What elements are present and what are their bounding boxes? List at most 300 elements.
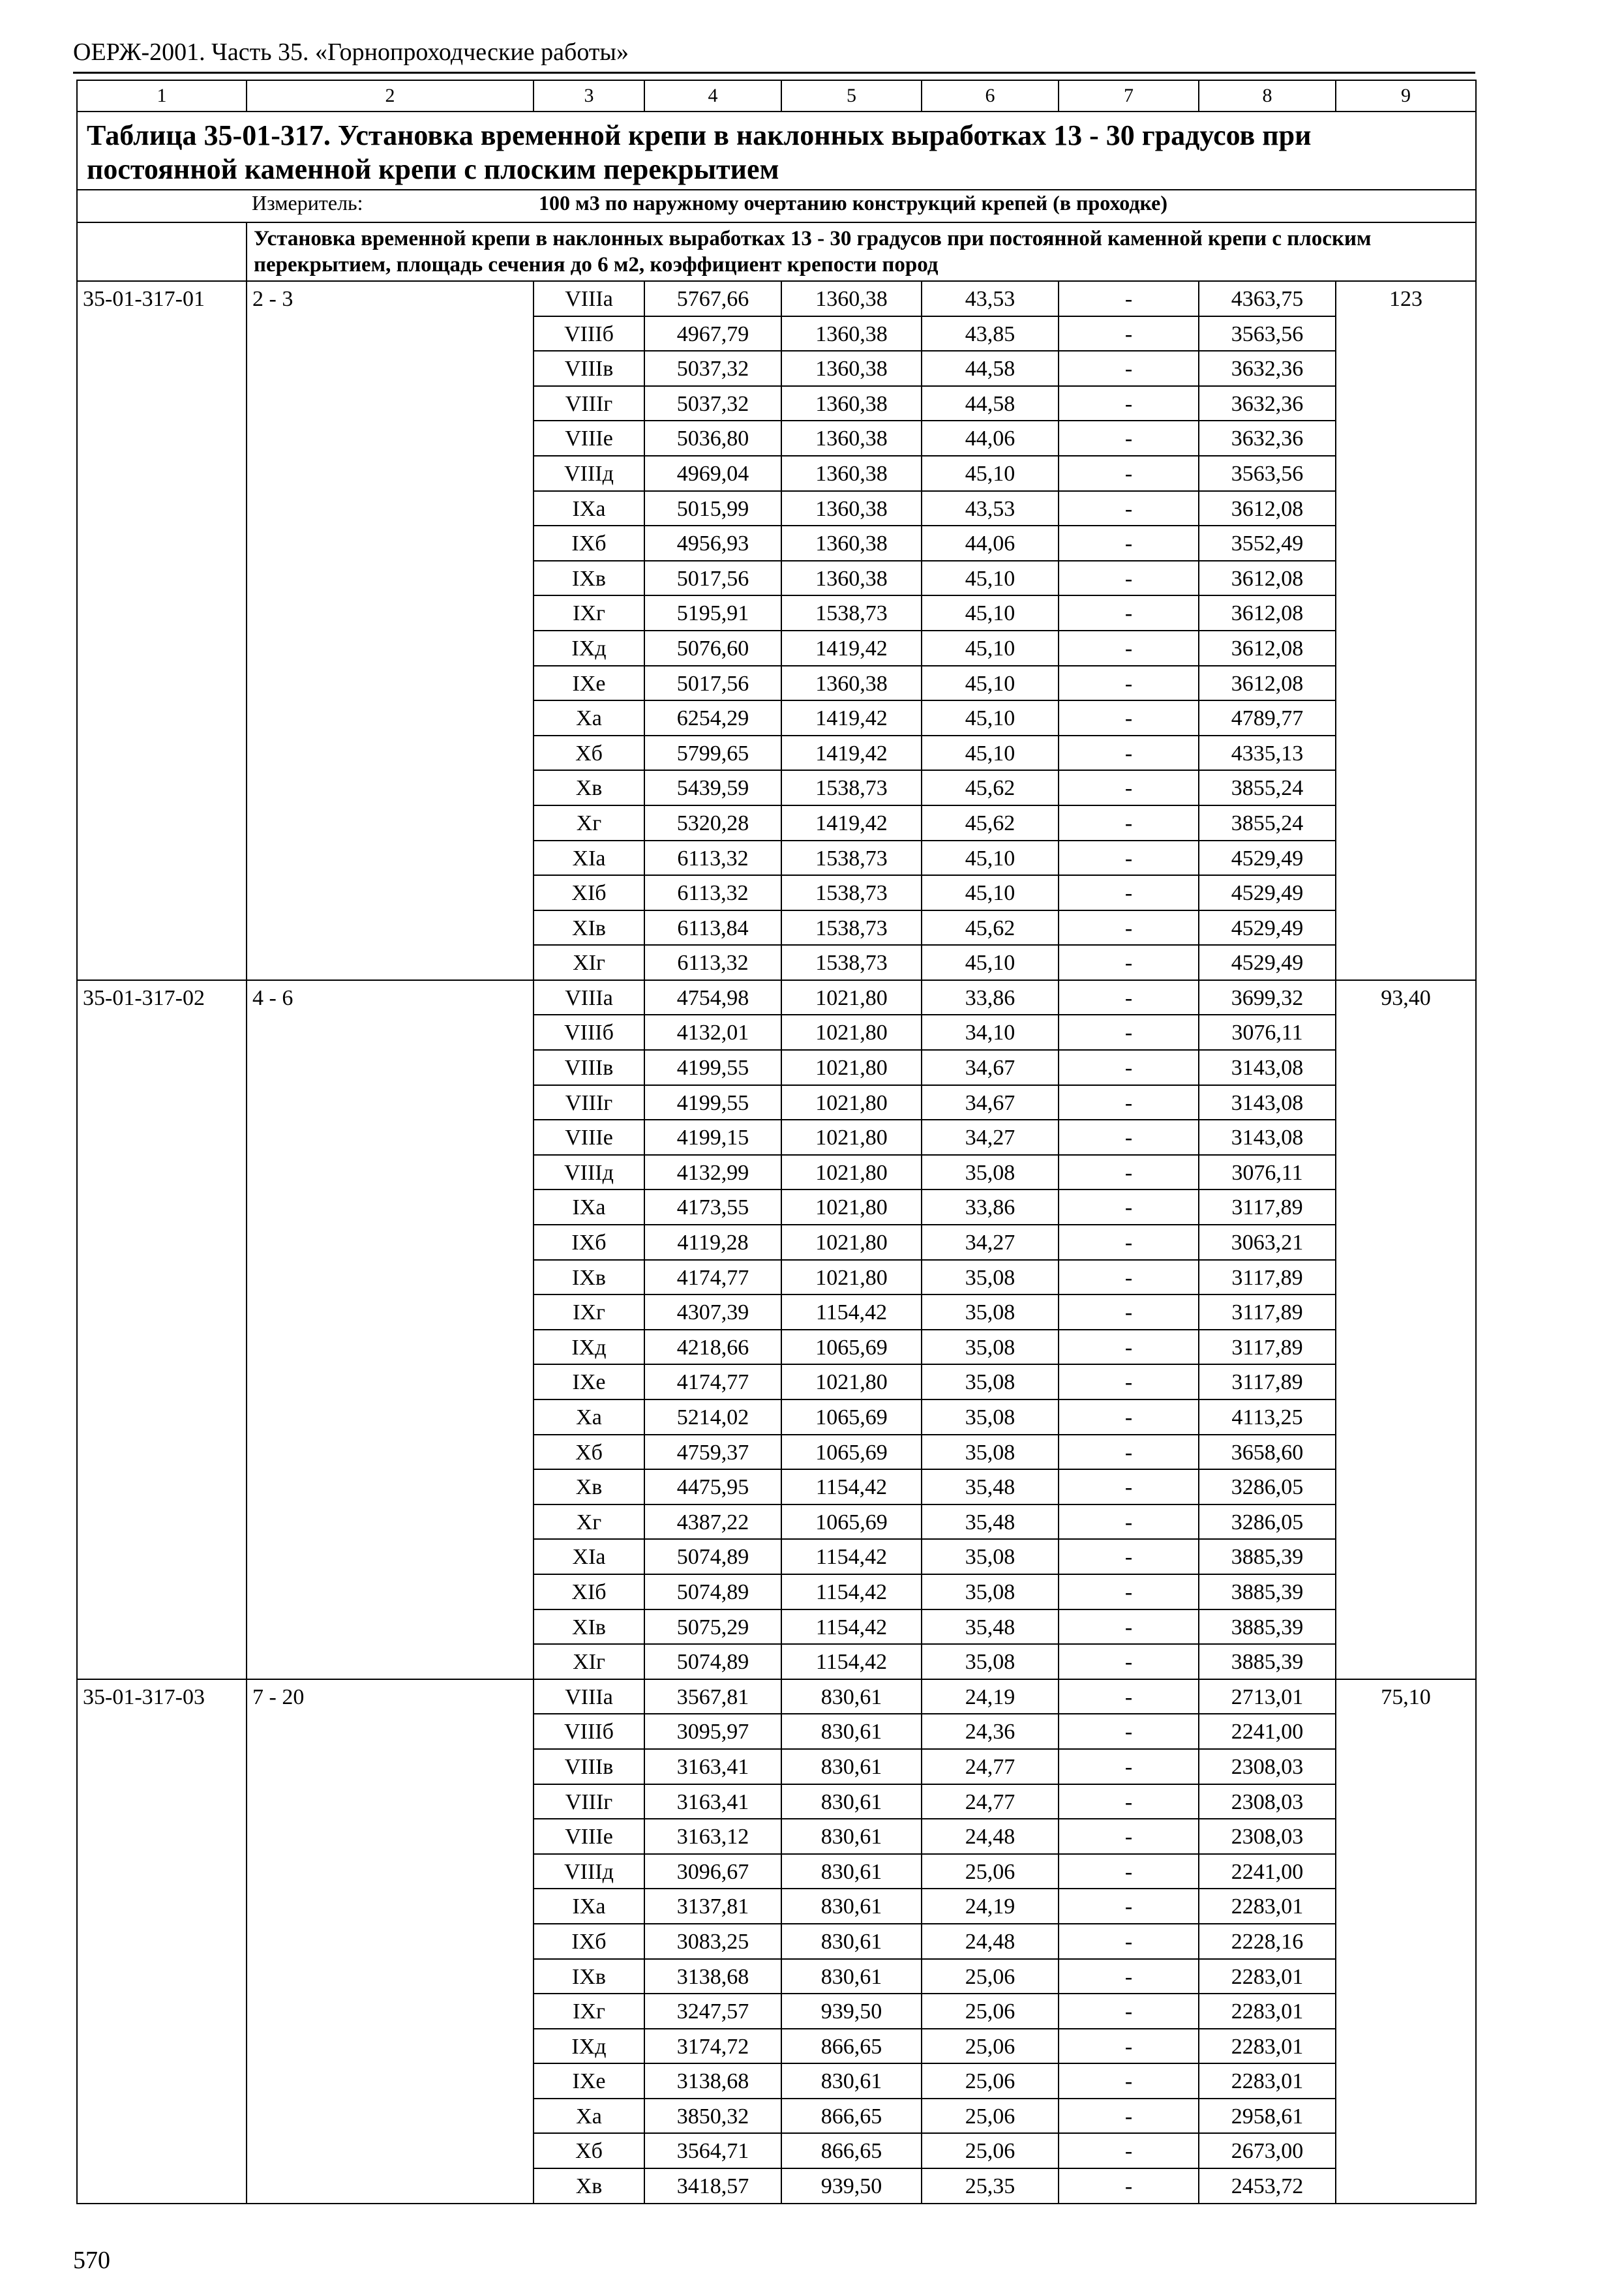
driver-wage: - (1059, 841, 1199, 876)
rate-code (77, 1225, 247, 1260)
material-cost: 3632,36 (1199, 351, 1336, 386)
table-row (77, 1469, 1476, 1504)
rate-code (77, 1609, 247, 1645)
total-cost: 3137,81 (644, 1889, 781, 1924)
table-row (77, 2099, 1476, 2134)
rock-class: VIIIe (534, 1120, 644, 1155)
rock-class: VIIIд (534, 456, 644, 491)
labor-cost: 1360,38 (781, 351, 922, 386)
hardness-range (247, 1435, 534, 1470)
driver-wage: - (1059, 1015, 1199, 1050)
total-cost: 4199,55 (644, 1050, 781, 1085)
total-cost: 5799,65 (644, 736, 781, 771)
material-cost: 3143,08 (1199, 1085, 1336, 1120)
labor-cost: 1021,80 (781, 1189, 922, 1225)
total-cost: 3096,67 (644, 1854, 781, 1889)
driver-wage: - (1059, 945, 1199, 980)
hardness-range (247, 386, 534, 421)
hardness-range (247, 1819, 534, 1854)
table-row (77, 1330, 1476, 1365)
driver-wage: - (1059, 1644, 1199, 1679)
total-cost: 6113,84 (644, 910, 781, 946)
column-9-value: 123 (1336, 281, 1476, 316)
machine-cost: 43,53 (922, 281, 1059, 316)
total-cost: 3247,57 (644, 1994, 781, 2029)
labor-cost: 830,61 (781, 2063, 922, 2099)
labor-cost: 1154,42 (781, 1644, 922, 1679)
table-row (77, 910, 1476, 946)
rate-code (77, 1924, 247, 1959)
hardness-range (247, 1330, 534, 1365)
rock-class: Xa (534, 1399, 644, 1435)
labor-cost: 1154,42 (781, 1574, 922, 1609)
rate-code (77, 1994, 247, 2029)
labor-cost: 1021,80 (781, 1085, 922, 1120)
rock-class: IXд (534, 1330, 644, 1365)
labor-cost: 1360,38 (781, 386, 922, 421)
total-cost: 5037,32 (644, 386, 781, 421)
column-9-value (1336, 666, 1476, 701)
material-cost: 3658,60 (1199, 1435, 1336, 1470)
rock-class: IXд (534, 631, 644, 666)
table-row (77, 1085, 1476, 1120)
machine-cost: 34,27 (922, 1120, 1059, 1155)
table-row (77, 316, 1476, 352)
hardness-range (247, 1854, 534, 1889)
total-cost: 5037,32 (644, 351, 781, 386)
hardness-range (247, 1959, 534, 1994)
material-cost: 2241,00 (1199, 1714, 1336, 1749)
column-9-value (1336, 1539, 1476, 1574)
machine-cost: 35,08 (922, 1330, 1059, 1365)
rate-code (77, 421, 247, 456)
material-cost: 3117,89 (1199, 1189, 1336, 1225)
material-cost: 4529,49 (1199, 841, 1336, 876)
hardness-range (247, 770, 534, 805)
rock-class: XIa (534, 1539, 644, 1574)
rock-class: VIIIв (534, 1749, 644, 1784)
machine-cost: 25,06 (922, 2029, 1059, 2064)
rock-class: VIIIa (534, 980, 644, 1015)
table-row (77, 2133, 1476, 2168)
rock-class: IXa (534, 491, 644, 526)
total-cost: 3163,41 (644, 1784, 781, 1819)
driver-wage: - (1059, 351, 1199, 386)
unit-label: Измеритель: (247, 190, 534, 222)
rock-class: IXe (534, 666, 644, 701)
column-9-value (1336, 770, 1476, 805)
labor-cost: 830,61 (781, 1959, 922, 1994)
hardness-range (247, 561, 534, 596)
hardness-range (247, 666, 534, 701)
total-cost: 5074,89 (644, 1574, 781, 1609)
rock-class: IXб (534, 1924, 644, 1959)
labor-cost: 1419,42 (781, 700, 922, 736)
column-9-value (1336, 595, 1476, 631)
hardness-range (247, 631, 534, 666)
machine-cost: 24,48 (922, 1924, 1059, 1959)
rock-class: Xв (534, 770, 644, 805)
machine-cost: 33,86 (922, 980, 1059, 1015)
labor-cost: 1021,80 (781, 1260, 922, 1295)
total-cost: 3850,32 (644, 2099, 781, 2134)
rate-code (77, 2133, 247, 2168)
total-cost: 4132,99 (644, 1155, 781, 1190)
column-9-value (1336, 1294, 1476, 1330)
column-9-value (1336, 316, 1476, 352)
rock-class: Xa (534, 2099, 644, 2134)
material-cost: 3076,11 (1199, 1155, 1336, 1190)
rate-code (77, 1714, 247, 1749)
rate-code (77, 526, 247, 561)
table-subtitle: Установка временной крепи в наклонных выработках 13 - 30 градусов при постоянной каменной крепи с плоским перекрытием, площадь сечения до 6 м2, коэффициент крепости пород (247, 222, 1476, 281)
driver-wage: - (1059, 1469, 1199, 1504)
machine-cost: 34,67 (922, 1085, 1059, 1120)
table-row (77, 595, 1476, 631)
column-number-7: 7 (1059, 80, 1199, 112)
table-row (77, 1749, 1476, 1784)
material-cost: 3563,56 (1199, 456, 1336, 491)
labor-cost: 1538,73 (781, 875, 922, 910)
column-9-value (1336, 1504, 1476, 1540)
machine-cost: 45,10 (922, 875, 1059, 910)
rock-class: IXб (534, 526, 644, 561)
rock-class: IXa (534, 1189, 644, 1225)
labor-cost: 1154,42 (781, 1609, 922, 1645)
table-row (77, 841, 1476, 876)
rate-code (77, 2063, 247, 2099)
unit-spacer (77, 190, 247, 222)
column-9-value (1336, 1435, 1476, 1470)
labor-cost: 1065,69 (781, 1504, 922, 1540)
total-cost: 4387,22 (644, 1504, 781, 1540)
driver-wage: - (1059, 1924, 1199, 1959)
total-cost: 6254,29 (644, 700, 781, 736)
driver-wage: - (1059, 1539, 1199, 1574)
machine-cost: 25,06 (922, 1854, 1059, 1889)
labor-cost: 1538,73 (781, 770, 922, 805)
material-cost: 3699,32 (1199, 980, 1336, 1015)
rate-code (77, 351, 247, 386)
material-cost: 3143,08 (1199, 1050, 1336, 1085)
machine-cost: 45,10 (922, 456, 1059, 491)
rock-class: IXв (534, 1959, 644, 1994)
driver-wage: - (1059, 1085, 1199, 1120)
column-9-value (1336, 1784, 1476, 1819)
table-row (77, 770, 1476, 805)
machine-cost: 24,36 (922, 1714, 1059, 1749)
hardness-range (247, 1155, 534, 1190)
hardness-range: 4 - 6 (247, 980, 534, 1015)
material-cost: 3563,56 (1199, 316, 1336, 352)
total-cost: 5320,28 (644, 805, 781, 841)
rock-class: VIIIa (534, 281, 644, 316)
labor-cost: 830,61 (781, 1819, 922, 1854)
material-cost: 3612,08 (1199, 595, 1336, 631)
rate-code (77, 595, 247, 631)
column-number-4: 4 (644, 80, 781, 112)
column-number-8: 8 (1199, 80, 1336, 112)
table-row (77, 1050, 1476, 1085)
hardness-range (247, 1294, 534, 1330)
driver-wage: - (1059, 526, 1199, 561)
machine-cost: 45,10 (922, 841, 1059, 876)
driver-wage: - (1059, 1294, 1199, 1330)
machine-cost: 24,77 (922, 1784, 1059, 1819)
hardness-range (247, 1609, 534, 1645)
rate-code: 35-01-317-03 (77, 1679, 247, 1714)
hardness-range (247, 2099, 534, 2134)
driver-wage: - (1059, 1819, 1199, 1854)
rock-class: IXг (534, 595, 644, 631)
material-cost: 3885,39 (1199, 1609, 1336, 1645)
machine-cost: 45,10 (922, 945, 1059, 980)
hardness-range (247, 2029, 534, 2064)
rock-class: VIIIa (534, 1679, 644, 1714)
table-title: Таблица 35-01-317. Установка временной крепи в наклонных выработках 13 - 30 градусов при постоянной каменной крепи с плоским перекрытием (77, 112, 1476, 190)
table-row (77, 2029, 1476, 2064)
rate-code (77, 1189, 247, 1225)
rock-class: VIIIe (534, 1819, 644, 1854)
hardness-range (247, 1085, 534, 1120)
hardness-range (247, 700, 534, 736)
total-cost: 4956,93 (644, 526, 781, 561)
table-row (77, 1609, 1476, 1645)
column-9-value (1336, 1085, 1476, 1120)
column-9-value (1336, 631, 1476, 666)
table-row (77, 1189, 1476, 1225)
hardness-range (247, 1889, 534, 1924)
rate-code (77, 1050, 247, 1085)
table-row (77, 1854, 1476, 1889)
subtitle-row (77, 222, 1476, 281)
machine-cost: 45,62 (922, 805, 1059, 841)
table-row (77, 1015, 1476, 1050)
column-9-value (1336, 1364, 1476, 1399)
hardness-range (247, 1120, 534, 1155)
column-9-value (1336, 456, 1476, 491)
machine-cost: 35,08 (922, 1260, 1059, 1295)
hardness-range (247, 1714, 534, 1749)
table-row (77, 736, 1476, 771)
table-row (77, 1260, 1476, 1295)
rate-code (77, 1364, 247, 1399)
labor-cost: 1360,38 (781, 316, 922, 352)
total-cost: 6113,32 (644, 875, 781, 910)
driver-wage: - (1059, 1120, 1199, 1155)
total-cost: 3564,71 (644, 2133, 781, 2168)
column-9-value (1336, 805, 1476, 841)
column-9-value (1336, 2168, 1476, 2204)
column-9-value (1336, 1714, 1476, 1749)
machine-cost: 33,86 (922, 1189, 1059, 1225)
machine-cost: 45,10 (922, 736, 1059, 771)
rate-code (77, 491, 247, 526)
table-row (77, 561, 1476, 596)
labor-cost: 1538,73 (781, 910, 922, 946)
driver-wage: - (1059, 666, 1199, 701)
hardness-range (247, 1539, 534, 1574)
rock-class: VIIIд (534, 1854, 644, 1889)
column-number-row (77, 80, 1476, 112)
column-9-value (1336, 1574, 1476, 1609)
material-cost: 3885,39 (1199, 1644, 1336, 1679)
material-cost: 2308,03 (1199, 1784, 1336, 1819)
rock-class: Xг (534, 805, 644, 841)
column-9-value (1336, 2063, 1476, 2099)
table-row (77, 700, 1476, 736)
hardness-range (247, 736, 534, 771)
rate-code (77, 770, 247, 805)
material-cost: 3612,08 (1199, 561, 1336, 596)
rock-class: VIIIв (534, 351, 644, 386)
total-cost: 5195,91 (644, 595, 781, 631)
rock-class: IXг (534, 1294, 644, 1330)
column-9-value (1336, 1609, 1476, 1645)
material-cost: 2958,61 (1199, 2099, 1336, 2134)
labor-cost: 1021,80 (781, 980, 922, 1015)
column-9-value (1336, 1155, 1476, 1190)
column-9-value (1336, 561, 1476, 596)
column-9-value (1336, 421, 1476, 456)
column-9-value (1336, 1749, 1476, 1784)
table-row (77, 980, 1476, 1015)
total-cost: 4218,66 (644, 1330, 781, 1365)
material-cost: 3117,89 (1199, 1330, 1336, 1365)
column-9-value (1336, 1819, 1476, 1854)
driver-wage: - (1059, 1050, 1199, 1085)
labor-cost: 939,50 (781, 1994, 922, 2029)
rate-code (77, 805, 247, 841)
machine-cost: 25,06 (922, 2063, 1059, 2099)
material-cost: 3855,24 (1199, 770, 1336, 805)
driver-wage: - (1059, 2063, 1199, 2099)
material-cost: 3885,39 (1199, 1574, 1336, 1609)
driver-wage: - (1059, 1330, 1199, 1365)
material-cost: 3885,39 (1199, 1539, 1336, 1574)
total-cost: 6113,32 (644, 945, 781, 980)
rate-code (77, 2029, 247, 2064)
machine-cost: 25,06 (922, 2099, 1059, 2134)
table-row (77, 1679, 1476, 1714)
hardness-range (247, 945, 534, 980)
hardness-range (247, 421, 534, 456)
material-cost: 4335,13 (1199, 736, 1336, 771)
hardness-range (247, 2133, 534, 2168)
driver-wage: - (1059, 2099, 1199, 2134)
rock-class: VIIIб (534, 1714, 644, 1749)
total-cost: 4174,77 (644, 1364, 781, 1399)
labor-cost: 1360,38 (781, 561, 922, 596)
total-cost: 4759,37 (644, 1435, 781, 1470)
rate-code (77, 316, 247, 352)
table-row (77, 2063, 1476, 2099)
column-9-value (1336, 1854, 1476, 1889)
header-rule (73, 72, 1475, 74)
material-cost: 4529,49 (1199, 945, 1336, 980)
table-row (77, 1225, 1476, 1260)
machine-cost: 45,10 (922, 595, 1059, 631)
column-9-value (1336, 386, 1476, 421)
rate-code (77, 1120, 247, 1155)
table-row (77, 1959, 1476, 1994)
labor-cost: 1419,42 (781, 631, 922, 666)
hardness-range (247, 1050, 534, 1085)
table-row (77, 456, 1476, 491)
column-9-value: 93,40 (1336, 980, 1476, 1015)
column-9-value (1336, 1644, 1476, 1679)
rate-code (77, 1399, 247, 1435)
driver-wage: - (1059, 595, 1199, 631)
rock-class: XIв (534, 1609, 644, 1645)
table-row (77, 1294, 1476, 1330)
total-cost: 4754,98 (644, 980, 781, 1015)
machine-cost: 45,62 (922, 770, 1059, 805)
column-9-value (1336, 910, 1476, 946)
driver-wage: - (1059, 1609, 1199, 1645)
material-cost: 4529,49 (1199, 875, 1336, 910)
machine-cost: 34,27 (922, 1225, 1059, 1260)
total-cost: 4119,28 (644, 1225, 781, 1260)
rock-class: Xв (534, 1469, 644, 1504)
machine-cost: 35,08 (922, 1155, 1059, 1190)
driver-wage: - (1059, 1854, 1199, 1889)
material-cost: 3612,08 (1199, 631, 1336, 666)
table-row (77, 1120, 1476, 1155)
machine-cost: 24,48 (922, 1819, 1059, 1854)
labor-cost: 830,61 (781, 1924, 922, 1959)
driver-wage: - (1059, 1994, 1199, 2029)
material-cost: 2283,01 (1199, 2063, 1336, 2099)
total-cost: 3418,57 (644, 2168, 781, 2204)
machine-cost: 45,10 (922, 666, 1059, 701)
table-row (77, 1714, 1476, 1749)
column-9-value (1336, 1260, 1476, 1295)
rate-code (77, 1294, 247, 1330)
machine-cost: 35,08 (922, 1294, 1059, 1330)
table-row (77, 875, 1476, 910)
hardness-range: 7 - 20 (247, 1679, 534, 1714)
hardness-range (247, 1644, 534, 1679)
column-9-value (1336, 1120, 1476, 1155)
material-cost: 2283,01 (1199, 1959, 1336, 1994)
machine-cost: 25,06 (922, 1959, 1059, 1994)
machine-cost: 35,08 (922, 1364, 1059, 1399)
subtitle-spacer (77, 222, 247, 281)
machine-cost: 24,19 (922, 1889, 1059, 1924)
rate-code (77, 1784, 247, 1819)
hardness-range (247, 1015, 534, 1050)
driver-wage: - (1059, 1714, 1199, 1749)
driver-wage: - (1059, 1435, 1199, 1470)
column-9-value (1336, 1399, 1476, 1435)
driver-wage: - (1059, 805, 1199, 841)
labor-cost: 1065,69 (781, 1435, 922, 1470)
driver-wage: - (1059, 1784, 1199, 1819)
material-cost: 3117,89 (1199, 1294, 1336, 1330)
table-row (77, 1399, 1476, 1435)
labor-cost: 866,65 (781, 2029, 922, 2064)
column-9-value (1336, 700, 1476, 736)
material-cost: 3143,08 (1199, 1120, 1336, 1155)
rate-code (77, 841, 247, 876)
driver-wage: - (1059, 700, 1199, 736)
material-cost: 3612,08 (1199, 491, 1336, 526)
rock-class: IXв (534, 1260, 644, 1295)
column-9-value (1336, 1469, 1476, 1504)
material-cost: 4113,25 (1199, 1399, 1336, 1435)
driver-wage: - (1059, 1889, 1199, 1924)
